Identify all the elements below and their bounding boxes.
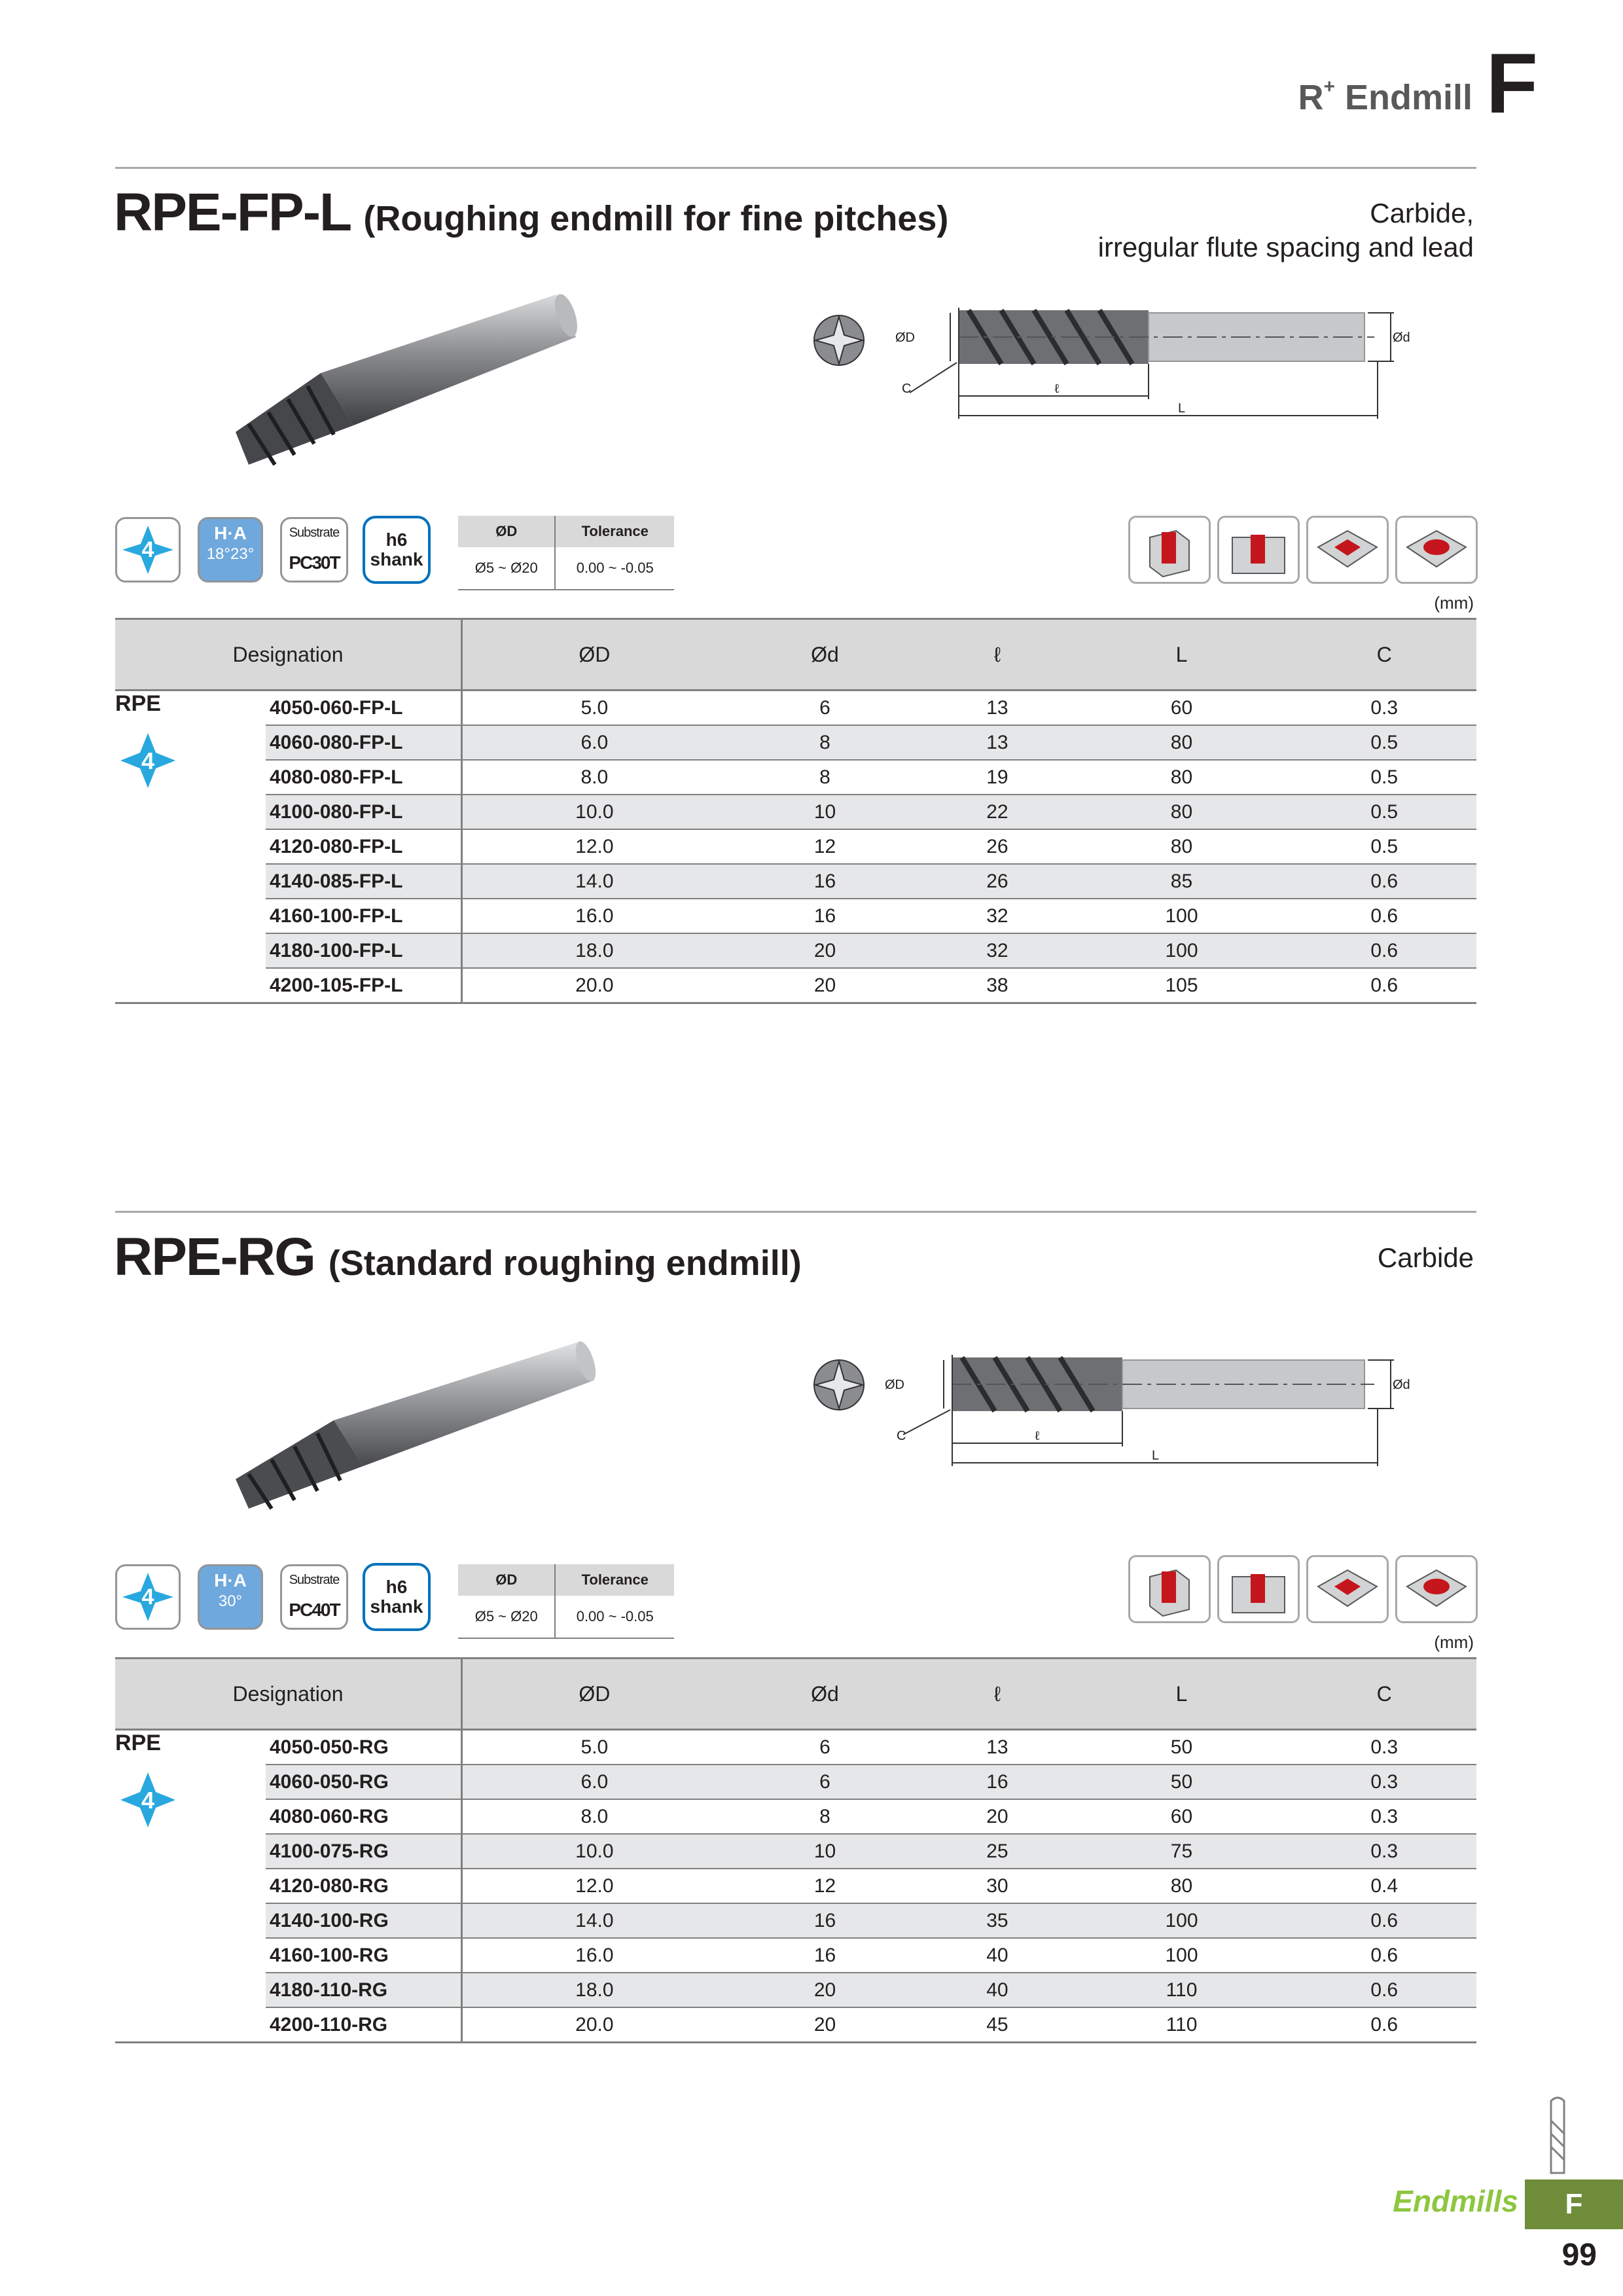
group-cell (115, 1730, 266, 2043)
dia-label-d: Ød (1393, 1378, 1410, 1392)
svg-text:4: 4 (141, 1787, 155, 1814)
group-label: RPE (115, 1731, 161, 1755)
table-row: 4160-100-FP-L 16.0 16 32 100 0.6 (115, 899, 1476, 933)
table-row: 4180-100-FP-L 18.0 20 32 100 0.6 (115, 933, 1476, 968)
endmill-photo (223, 275, 589, 471)
col-designation: Designation (115, 1659, 462, 1730)
table-row: 4140-085-FP-L 14.0 16 26 85 0.6 (115, 864, 1476, 899)
four-flute-icon (115, 728, 181, 793)
substrate-badge: Substrate PC40T (280, 1564, 348, 1630)
pocketing-icon (1306, 1555, 1389, 1623)
helix-angle-icon: H·A 30° (198, 1564, 263, 1630)
spec-table-rg (115, 1657, 1476, 2043)
tolerance-table: ØD Tolerance Ø5 ~ Ø20 0.00 ~ -0.05 (458, 1564, 674, 1639)
table-row: 4060-050-RG 6.0 6 16 50 0.3 (115, 1765, 1476, 1799)
dia-label-L: L (1152, 1448, 1160, 1463)
table-row: RPE 4 4050-050-RG 5.0 6 13 50 0.3 (115, 1730, 1476, 1765)
dia-label-D: ØD (885, 1378, 904, 1392)
dia-label-l: ℓ (1054, 382, 1060, 396)
chapter-title: R+ Endmill (1298, 76, 1472, 117)
footer-category: Endmills (1393, 2184, 1518, 2218)
cross-section-icon (814, 1360, 864, 1410)
endmill-icon (1538, 2094, 1577, 2179)
svg-text:4: 4 (141, 537, 154, 562)
table-row: 4060-080-FP-L 6.0 8 13 80 0.5 (115, 725, 1476, 760)
col-L: L (1071, 1659, 1293, 1730)
table-row: 4080-080-FP-L 8.0 8 19 80 0.5 (115, 760, 1476, 795)
svg-text:4: 4 (141, 747, 155, 774)
four-flute-icon (115, 1767, 181, 1833)
substrate-badge: Substrate PC30T (280, 517, 348, 583)
col-D: ØD (462, 619, 726, 691)
shoulder-milling-icon (1128, 1555, 1211, 1623)
col-designation: Designation (115, 619, 462, 691)
chapter-letter: F (1486, 35, 1538, 131)
col-C: C (1292, 619, 1476, 691)
table-row: 4120-080-RG 12.0 12 30 80 0.4 (115, 1869, 1476, 1903)
tolerance-table: ØD Tolerance Ø5 ~ Ø20 0.00 ~ -0.05 (458, 516, 674, 590)
table-row: 4080-060-RG 8.0 8 20 60 0.3 (115, 1799, 1476, 1834)
unit-label: (mm) (1434, 593, 1474, 613)
shank-badge: h6 shank (363, 1563, 431, 1631)
col-d: Ød (726, 1659, 924, 1730)
col-l: ℓ (923, 619, 1071, 691)
helix-angle-icon: H·A 18°23° (198, 517, 263, 583)
slotting-icon (1217, 1555, 1300, 1623)
col-D: ØD (462, 1659, 726, 1730)
ramping-icon (1395, 516, 1478, 584)
table-row: 4120-080-FP-L 12.0 12 26 80 0.5 (115, 829, 1476, 864)
ramping-icon (1395, 1555, 1478, 1623)
dia-label-L: L (1178, 401, 1186, 416)
dia-label-C: C (902, 382, 912, 396)
dia-label-l: ℓ (1034, 1429, 1041, 1443)
dimension-drawing (805, 295, 1433, 432)
unit-label: (mm) (1434, 1632, 1474, 1652)
section-divider (115, 1211, 1476, 1213)
dia-label-C: C (897, 1429, 906, 1443)
material-description: Carbide (1377, 1242, 1474, 1273)
col-C: C (1292, 1659, 1476, 1730)
endmill-photo (223, 1329, 602, 1512)
material-description: Carbide, irregular flute spacing and lead (1097, 198, 1474, 262)
four-flute-icon (115, 1564, 181, 1630)
table-row: 4180-110-RG 18.0 20 40 110 0.6 (115, 1973, 1476, 2007)
spec-table-fp-l (115, 618, 1476, 1004)
group-cell (115, 691, 266, 1003)
pocketing-icon (1306, 516, 1389, 584)
table-row: 4200-105-FP-L 20.0 20 38 105 0.6 (115, 968, 1476, 1003)
cross-section-icon (814, 315, 864, 365)
page-number: 99 (1561, 2238, 1597, 2272)
section-title: RPE-RG (Standard roughing endmill) (114, 1227, 802, 1287)
header-divider (115, 167, 1476, 169)
col-l: ℓ (923, 1659, 1071, 1730)
table-row: RPE 4 4050-060-FP-L 5.0 6 13 60 0.3 (115, 691, 1476, 726)
footer-chapter-tab: F (1525, 2179, 1623, 2229)
table-row: 4200-110-RG 20.0 20 45 110 0.6 (115, 2007, 1476, 2043)
col-d: Ød (726, 619, 924, 691)
table-row: 4100-080-FP-L 10.0 10 22 80 0.5 (115, 795, 1476, 829)
shank-badge: h6 shank (363, 516, 431, 584)
table-row: 4140-100-RG 14.0 16 35 100 0.6 (115, 1903, 1476, 1938)
dimension-drawing (805, 1342, 1433, 1479)
section-title: RPE-FP-L (Roughing endmill for fine pitches) (114, 183, 949, 242)
svg-text:4: 4 (141, 1585, 154, 1609)
dia-label-D: ØD (895, 331, 915, 345)
slotting-icon (1217, 516, 1300, 584)
table-row: 4100-075-RG 10.0 10 25 75 0.3 (115, 1834, 1476, 1869)
shoulder-milling-icon (1128, 516, 1211, 584)
table-row: 4160-100-RG 16.0 16 40 100 0.6 (115, 1938, 1476, 1973)
group-label: RPE (115, 691, 161, 716)
col-L: L (1071, 619, 1293, 691)
four-flute-icon (115, 517, 181, 583)
dia-label-d: Ød (1393, 331, 1410, 345)
